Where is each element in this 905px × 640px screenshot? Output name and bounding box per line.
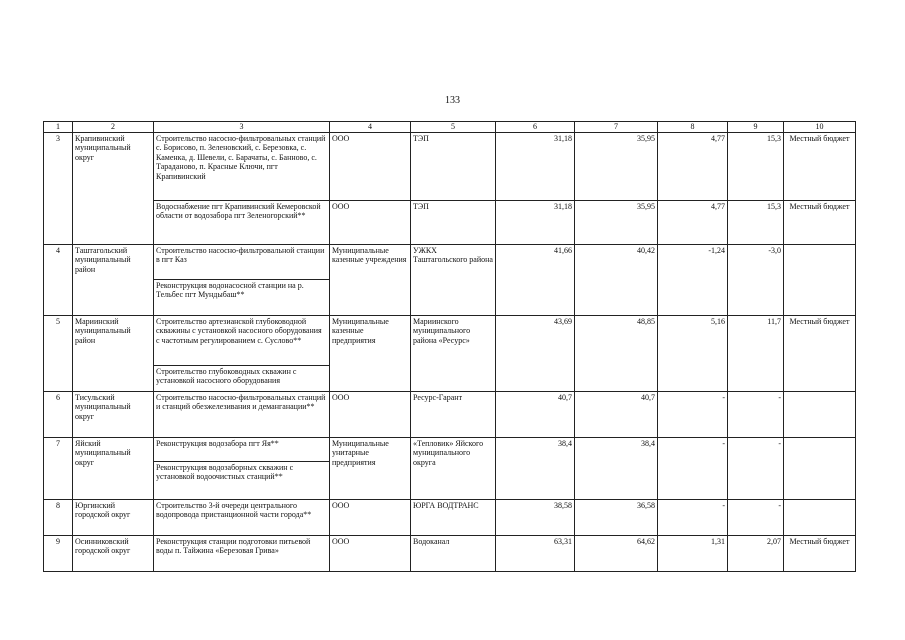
column-number: 10 — [784, 122, 856, 133]
measure-cell: Строительство насосно-фильтровальных станций и станций обезжелезивания и деманганации** — [154, 391, 330, 437]
table-row — [44, 535, 856, 571]
column-number: 6 — [496, 122, 575, 133]
org-form-cell: ООО — [330, 391, 411, 437]
funding-source-cell: Местный бюджет — [784, 315, 856, 391]
table-row — [44, 437, 856, 461]
value-cell: - — [658, 391, 728, 437]
org-form-cell: ООО — [330, 132, 411, 200]
org-name-cell: Ресурс-Гарант — [411, 391, 496, 437]
municipality-cell: Осинниковский городской округ — [73, 535, 154, 571]
municipality-cell: Крапивинский муниципальный округ — [73, 132, 154, 244]
column-number: 2 — [73, 122, 154, 133]
municipality-cell: Мариинский муниципальный район — [73, 315, 154, 391]
value-cell: 5,16 — [658, 315, 728, 391]
table-row — [44, 499, 856, 535]
value-cell: 63,31 — [496, 535, 575, 571]
column-number: 1 — [44, 122, 73, 133]
column-number: 4 — [330, 122, 411, 133]
value-cell: - — [728, 499, 784, 535]
org-form-cell: Муниципальные казенные предприятия — [330, 315, 411, 391]
org-name-cell: «Тепловик» Яйского муниципального округа — [411, 437, 496, 499]
value-cell: -1,24 — [658, 244, 728, 315]
org-form-cell: ООО — [330, 499, 411, 535]
row-number: 5 — [44, 315, 73, 391]
page-number: 133 — [445, 95, 460, 106]
column-number: 5 — [411, 122, 496, 133]
value-cell: - — [728, 391, 784, 437]
municipality-cell: Таштагольский муниципальный район — [73, 244, 154, 315]
org-name-cell: ТЭП — [411, 132, 496, 200]
value-cell: 40,7 — [496, 391, 575, 437]
funding-source-cell: Местный бюджет — [784, 132, 856, 200]
value-cell: 11,7 — [728, 315, 784, 391]
measure-cell: Реконструкция водозаборных скважин с установкой водоочистных станций** — [154, 461, 330, 499]
org-form-cell: ООО — [330, 535, 411, 571]
org-name-cell: ЮРГА ВОДТРАНС — [411, 499, 496, 535]
measure-cell: Строительство глубоководных скважин с установкой насосного оборудования — [154, 365, 330, 391]
measure-cell: Строительство насосно-фильтровальных станций с. Борисово, п. Зеленовский, с. Березовка, с. Каменка, д. Шевели, с. Барачаты, с. Банново, с. Тараданово, п. Красные Ключи, пгт Крапивинский — [154, 132, 330, 200]
municipality-cell: Юргинский городской округ — [73, 499, 154, 535]
column-number: 8 — [658, 122, 728, 133]
org-name-cell: Водоканал — [411, 535, 496, 571]
value-cell: 15,3 — [728, 132, 784, 200]
value-cell: 38,4 — [575, 437, 658, 499]
measure-cell: Реконструкция водозабора пгт Яя** — [154, 437, 330, 461]
funding-source-cell — [784, 244, 856, 315]
table-row — [44, 315, 856, 365]
value-cell: -3,0 — [728, 244, 784, 315]
value-cell: 35,95 — [575, 132, 658, 200]
value-cell: - — [728, 437, 784, 499]
funding-source-cell — [784, 499, 856, 535]
column-number-row — [44, 122, 856, 133]
value-cell: 35,95 — [575, 200, 658, 244]
measure-cell: Водоснабжение пгт Крапивинский Кемеровской области от водозабора пгт Зеленогорский** — [154, 200, 330, 244]
funding-source-cell — [784, 391, 856, 437]
row-number: 6 — [44, 391, 73, 437]
value-cell: - — [658, 437, 728, 499]
municipality-cell: Тисульский муниципальный округ — [73, 391, 154, 437]
org-name-cell: Мариинского муниципального района «Ресурс» — [411, 315, 496, 391]
column-number: 7 — [575, 122, 658, 133]
row-number: 7 — [44, 437, 73, 499]
measure-cell: Строительство артезианской глубоководной скважины с установкой насосного оборудования с частотным регулированием с. Суслово** — [154, 315, 330, 365]
value-cell: 38,58 — [496, 499, 575, 535]
value-cell: 31,18 — [496, 132, 575, 200]
column-number: 3 — [154, 122, 330, 133]
row-number: 8 — [44, 499, 73, 535]
table-row — [44, 200, 856, 244]
value-cell: 38,4 — [496, 437, 575, 499]
value-cell: 64,62 — [575, 535, 658, 571]
org-name-cell: УЖКХ Таштагольского района — [411, 244, 496, 315]
funding-source-cell: Местный бюджет — [784, 535, 856, 571]
measure-cell: Строительство насосно-фильтровальной станции в пгт Каз — [154, 244, 330, 279]
measure-cell: Реконструкция станции подготовки питьевой воды п. Тайжина «Березовая Грива» — [154, 535, 330, 571]
value-cell: 43,69 — [496, 315, 575, 391]
investment-table — [43, 121, 856, 572]
value-cell: 41,66 — [496, 244, 575, 315]
measure-cell: Строительство 3-й очереди центрального водопровода пристанционной части города** — [154, 499, 330, 535]
funding-source-cell: Местный бюджет — [784, 200, 856, 244]
value-cell: 4,77 — [658, 200, 728, 244]
row-number: 3 — [44, 132, 73, 244]
table-row — [44, 391, 856, 437]
measure-cell: Реконструкция водонасосной станции на р. Тельбес пгт Мундыбаш** — [154, 279, 330, 315]
org-form-cell: ООО — [330, 200, 411, 244]
table-row — [44, 244, 856, 279]
row-number: 9 — [44, 535, 73, 571]
value-cell: 36,58 — [575, 499, 658, 535]
org-form-cell: Муниципальные казенные учреждения — [330, 244, 411, 315]
value-cell: 40,7 — [575, 391, 658, 437]
funding-source-cell — [784, 437, 856, 499]
org-form-cell: Муниципальные унитарные предприятия — [330, 437, 411, 499]
value-cell: 15,3 — [728, 200, 784, 244]
value-cell: 48,85 — [575, 315, 658, 391]
value-cell: 2,07 — [728, 535, 784, 571]
value-cell: 40,42 — [575, 244, 658, 315]
org-name-cell: ТЭП — [411, 200, 496, 244]
value-cell: 1,31 — [658, 535, 728, 571]
value-cell: 4,77 — [658, 132, 728, 200]
municipality-cell: Яйский муниципальный округ — [73, 437, 154, 499]
value-cell: 31,18 — [496, 200, 575, 244]
row-number: 4 — [44, 244, 73, 315]
value-cell: - — [658, 499, 728, 535]
table-row — [44, 132, 856, 200]
column-number: 9 — [728, 122, 784, 133]
